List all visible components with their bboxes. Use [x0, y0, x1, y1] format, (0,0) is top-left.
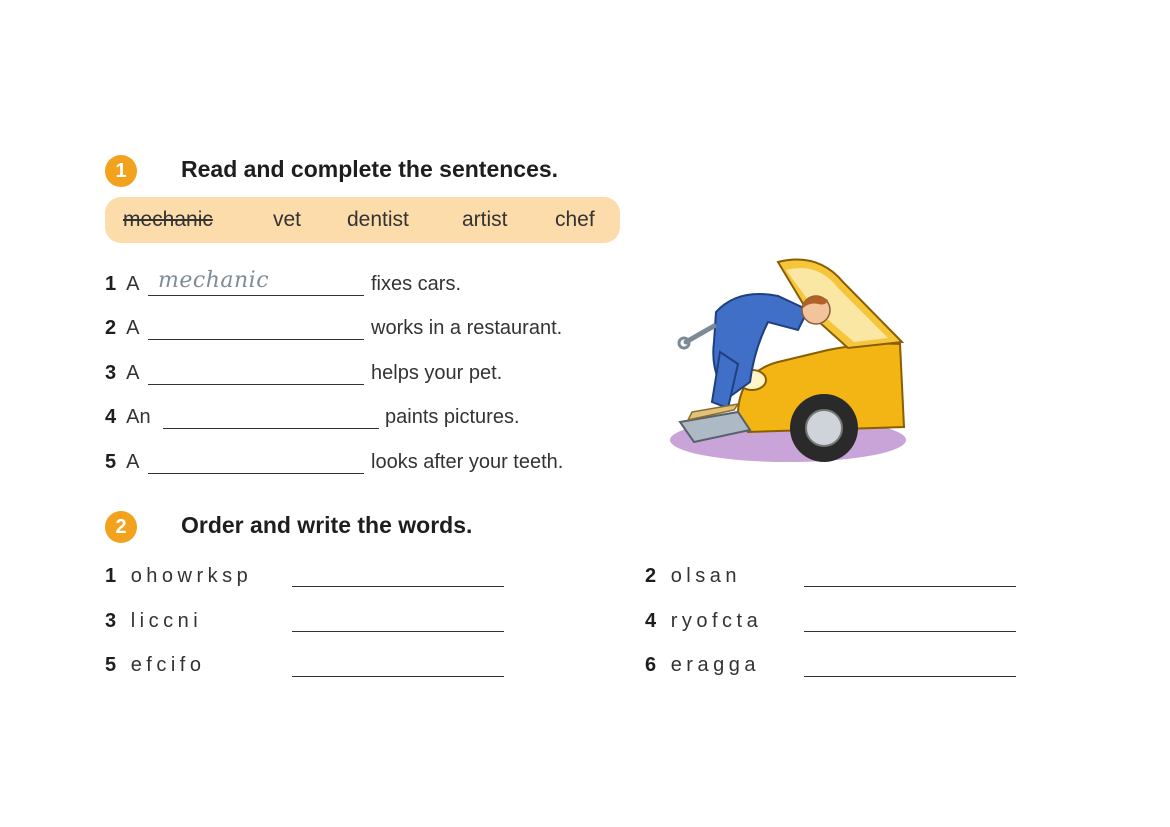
word-bank-item-vet: vet: [273, 208, 302, 231]
sentence-article: A: [126, 273, 140, 295]
sentence-row: [105, 273, 139, 296]
answer-blank[interactable]: [292, 676, 504, 677]
answer-blank[interactable]: [148, 473, 364, 474]
sentence-article: A: [126, 317, 140, 339]
sentence-number: 3: [105, 362, 117, 384]
answer-blank[interactable]: [163, 428, 379, 429]
sentence-number: 4: [105, 406, 117, 428]
scramble-item: [105, 654, 206, 677]
exercise-1-title: Read and complete the sentences.: [181, 156, 559, 182]
scramble-item: [645, 654, 760, 677]
sentence-number: 1: [105, 273, 117, 295]
sentence-row: [105, 451, 139, 474]
answer-text: mechanic: [158, 268, 270, 293]
scramble-item: [645, 565, 741, 588]
answer-blank[interactable]: [804, 586, 1016, 587]
answer-blank[interactable]: [292, 586, 504, 587]
sentence-text: works in a restaurant.: [371, 317, 563, 339]
item-number: 3: [105, 610, 121, 632]
sentence-text: fixes cars.: [371, 273, 462, 295]
mechanic-fixing-car-illustration: [668, 252, 918, 472]
sentence-row: [105, 406, 151, 429]
word-bank-item-artist: artist: [462, 208, 508, 231]
sentence-row: [105, 362, 139, 385]
scrambled-letters: ohowrksp: [130, 565, 253, 587]
scramble-item: [105, 610, 202, 633]
scrambled-letters: ryofcta: [670, 610, 763, 632]
exercise-1-number-badge: 1: [105, 155, 137, 187]
item-number: 6: [645, 654, 661, 676]
word-bank-item-mechanic: mechanic: [123, 208, 213, 231]
answer-blank[interactable]: [804, 631, 1016, 632]
answer-blank[interactable]: [804, 676, 1016, 677]
sentence-article: A: [126, 362, 140, 384]
sentence-article: A: [126, 451, 140, 473]
answer-blank[interactable]: [148, 339, 364, 340]
word-bank: [105, 197, 620, 243]
answer-blank[interactable]: [148, 384, 364, 385]
scramble-item: [645, 610, 762, 633]
item-number: 5: [105, 654, 121, 676]
wheel-hub-icon: [806, 410, 842, 446]
exercise-2-number-badge: 2: [105, 511, 137, 543]
word-bank-item-chef: chef: [555, 208, 595, 231]
sentence-number: 5: [105, 451, 117, 473]
scramble-item: [105, 565, 252, 588]
sentence-text: paints pictures.: [385, 406, 520, 428]
sentence-number: 2: [105, 317, 117, 339]
scrambled-letters: efcifo: [130, 654, 206, 676]
item-number: 4: [645, 610, 661, 632]
sentence-row: [105, 317, 139, 340]
answer-blank[interactable]: [148, 295, 364, 296]
exercise-2-title: Order and write the words.: [181, 512, 473, 538]
scrambled-letters: liccni: [130, 610, 203, 632]
word-bank-item-dentist: dentist: [347, 208, 409, 231]
item-number: 2: [645, 565, 661, 587]
wrench-icon: [686, 326, 714, 342]
scrambled-letters: olsan: [670, 565, 741, 587]
answer-blank[interactable]: [292, 631, 504, 632]
sentence-text: helps your pet.: [371, 362, 503, 384]
sentence-article: An: [126, 406, 151, 428]
item-number: 1: [105, 565, 121, 587]
scrambled-letters: eragga: [670, 654, 760, 676]
sentence-text: looks after your teeth.: [371, 451, 564, 473]
